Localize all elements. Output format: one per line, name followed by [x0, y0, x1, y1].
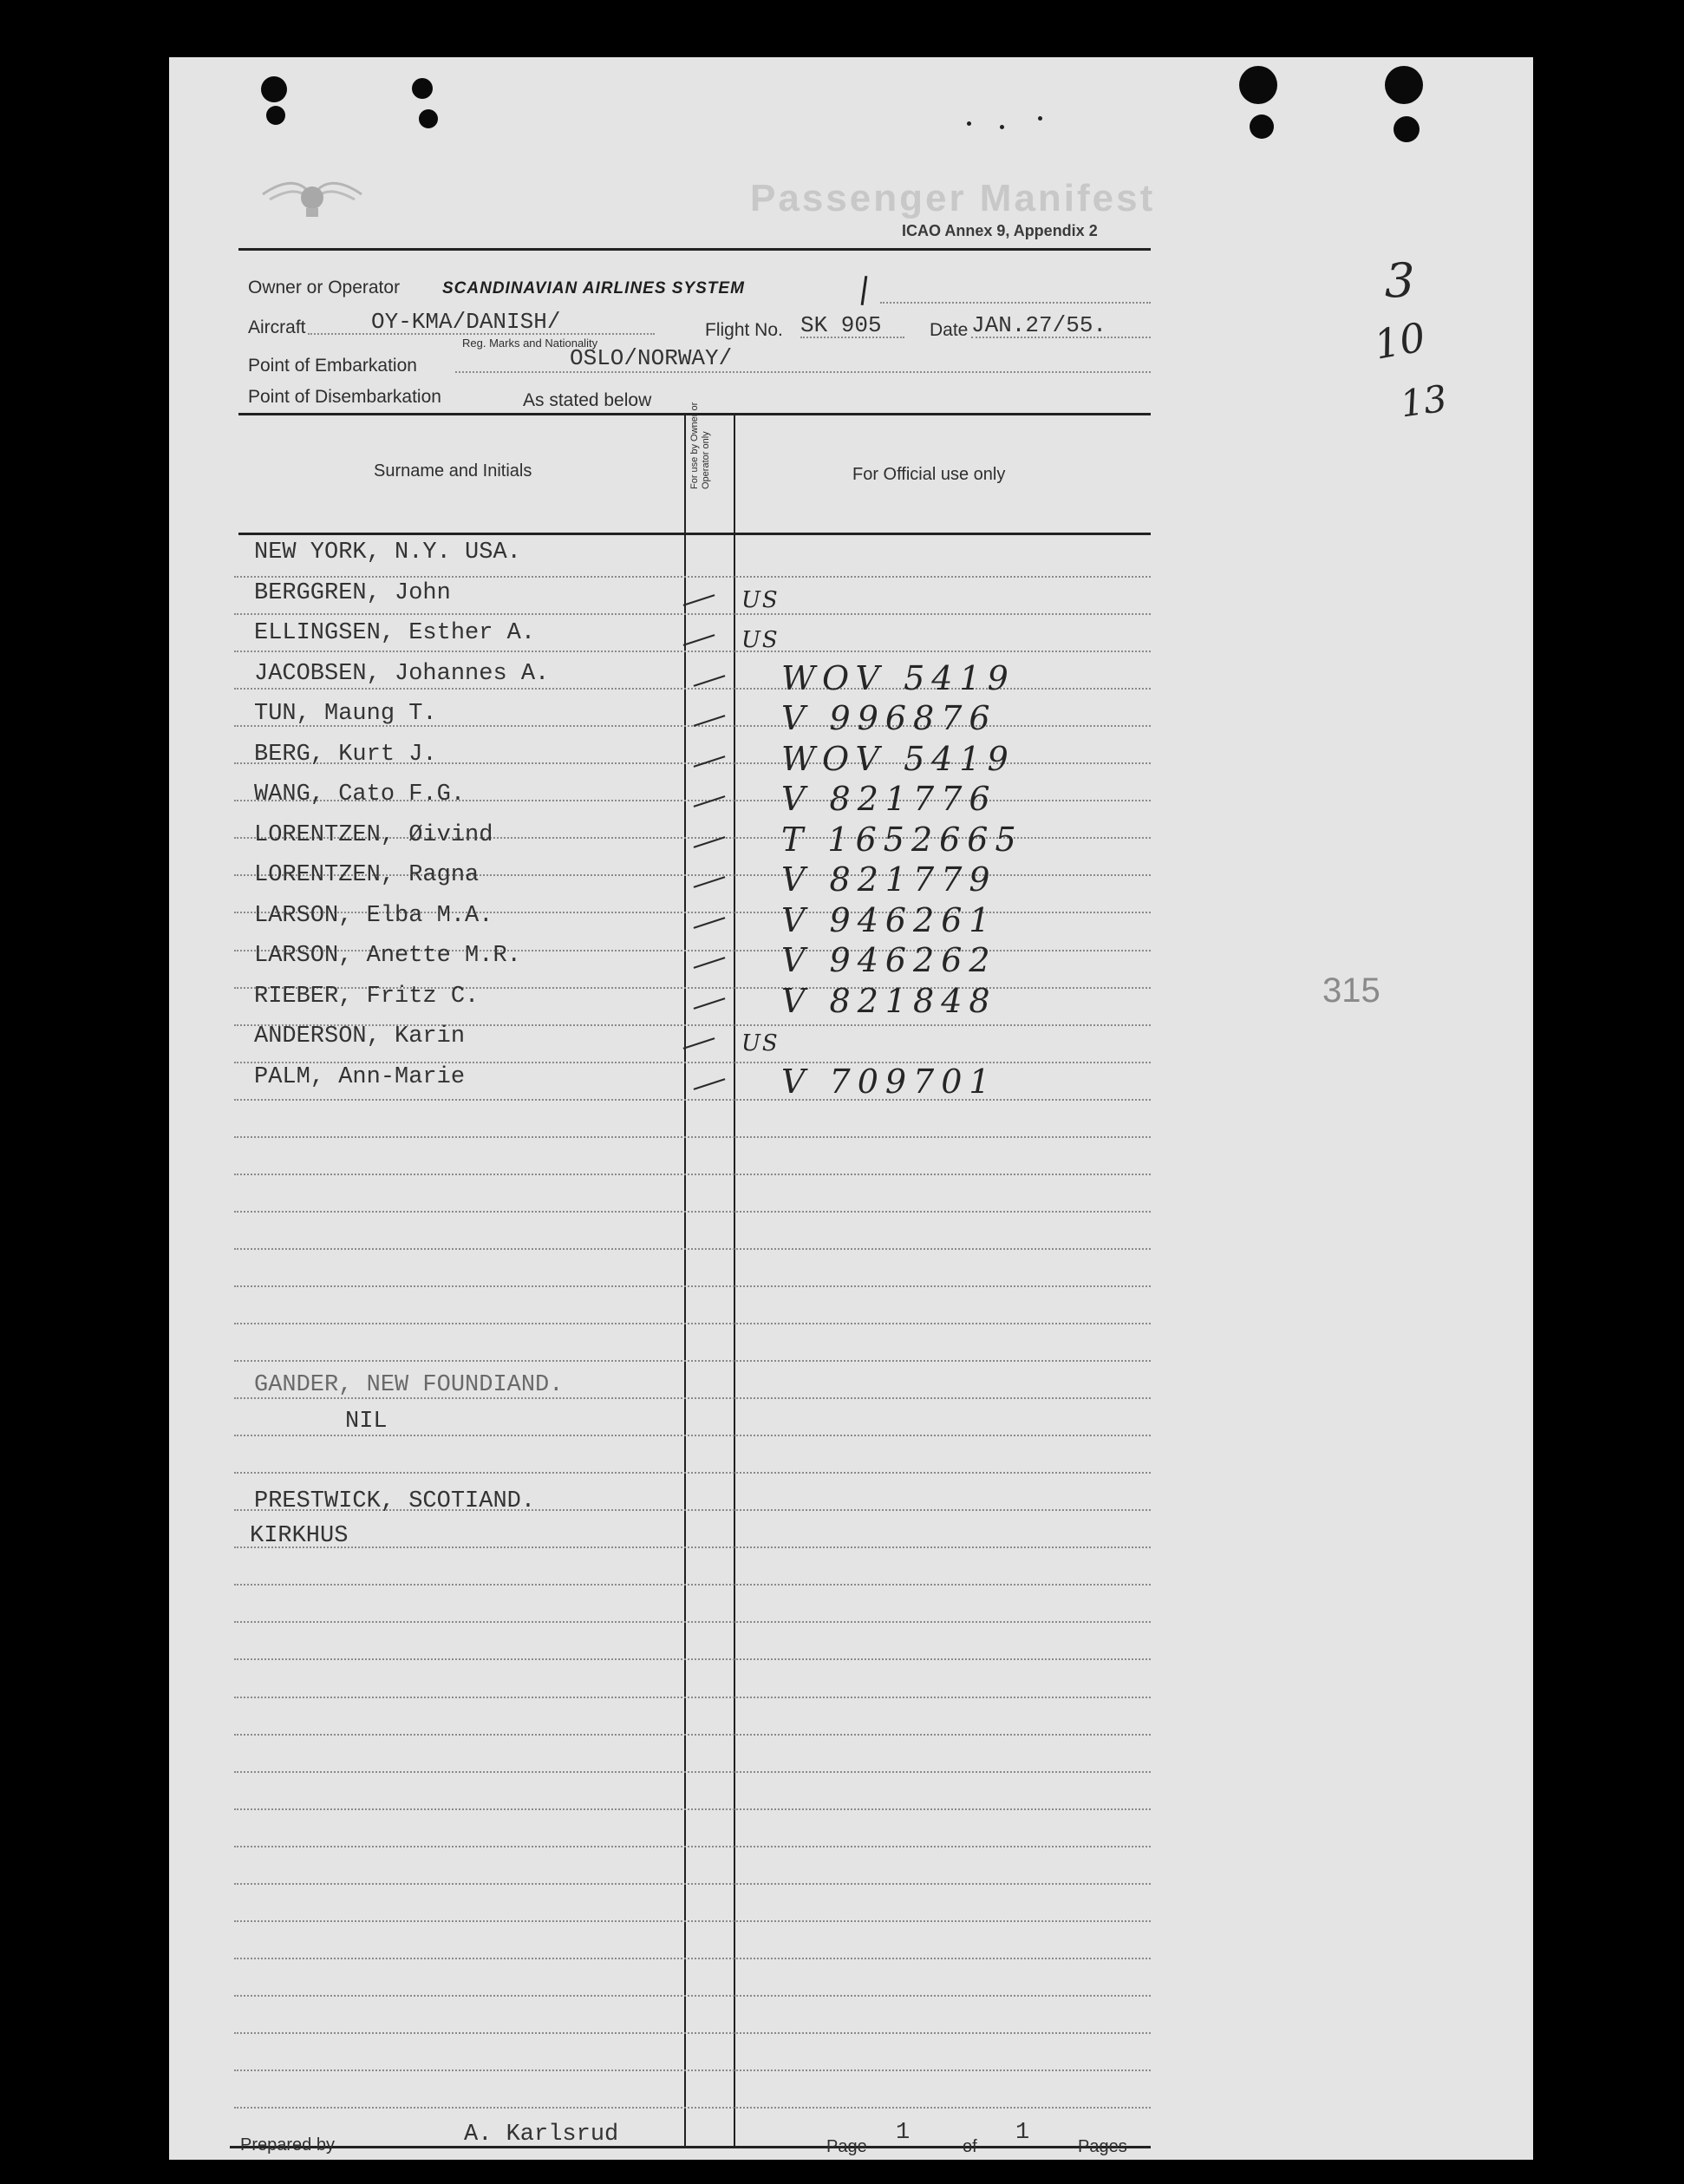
embarkation-value: OSLO/NORWAY/ — [570, 345, 733, 371]
passenger-name: PALM, Ann-Marie — [254, 1063, 466, 1090]
owner-mark — [861, 276, 868, 305]
check-mark — [683, 1037, 715, 1049]
column-divider-right — [734, 415, 735, 2148]
aircraft-line — [308, 333, 655, 335]
page-value: 1 — [896, 2120, 911, 2146]
passenger-name: ANDERSON, Karin — [254, 1023, 466, 1049]
stop-note: KIRKHUS — [250, 1523, 349, 1549]
embarkation-line — [455, 371, 1151, 373]
official-column-header: For Official use only — [852, 465, 1006, 484]
date-value: JAN.27/55. — [971, 312, 1107, 338]
row-line — [234, 2070, 1151, 2071]
passenger-name: ELLINGSEN, Esther A. — [254, 620, 536, 646]
row-line — [234, 1958, 1151, 1959]
passenger-name: LORENTZEN, Øivind — [254, 821, 493, 848]
stop-place: PRESTWICK, SCOTIAND. — [254, 1488, 536, 1514]
row-line — [234, 1062, 1151, 1063]
passenger-name: TUN, Maung T. — [254, 701, 437, 727]
official-entry: V 946261 — [781, 900, 997, 939]
embarkation-label: Point of Embarkation — [248, 356, 417, 376]
row-line — [234, 1734, 1151, 1736]
row-line — [234, 1621, 1151, 1623]
check-mark — [694, 1078, 726, 1090]
official-entry: WOV 5419 — [781, 739, 1015, 778]
punch-hole — [1239, 66, 1277, 104]
row-line — [234, 1248, 1151, 1250]
page-label: Page — [826, 2137, 867, 2156]
passenger-name: RIEBER, Fritz C. — [254, 983, 480, 1010]
row-line — [234, 1285, 1151, 1287]
passenger-name: LARSON, Anette M.R. — [254, 943, 521, 969]
row-line — [234, 576, 1151, 578]
row-line — [234, 1883, 1151, 1885]
date-label: Date — [930, 320, 969, 340]
owner-use-column-header: For use by Owner or Operator only — [689, 402, 711, 489]
check-mark — [694, 997, 726, 1010]
official-entry: V 821776 — [781, 780, 997, 818]
aircraft-label: Aircraft — [248, 317, 306, 337]
owner-value: SCANDINAVIAN AIRLINES SYSTEM — [442, 279, 745, 298]
surname-column-header: Surname and Initials — [374, 461, 532, 481]
check-mark — [683, 594, 715, 606]
disembarkation-value: As stated below — [523, 390, 652, 410]
passenger-name: LORENTZEN, Ragna — [254, 862, 480, 888]
row-line — [234, 1920, 1151, 1922]
stamp-number: 315 — [1322, 971, 1380, 1010]
owner-label: Owner or Operator — [248, 278, 401, 298]
row-line — [234, 1136, 1151, 1138]
flight-value: SK 905 — [800, 312, 882, 338]
row-line — [234, 1846, 1151, 1847]
row-line — [234, 651, 1151, 652]
official-entry: T 1652665 — [781, 820, 1023, 859]
check-mark — [694, 876, 726, 888]
row-line — [234, 1771, 1151, 1773]
official-entry: WOV 5419 — [781, 658, 1015, 697]
prepared-value: A. Karlsrud — [464, 2122, 619, 2148]
check-mark — [683, 634, 715, 646]
official-entry: US — [741, 586, 780, 613]
speck — [1000, 125, 1004, 129]
flight-line — [800, 337, 904, 338]
stop-note: NIL — [345, 1409, 388, 1435]
punch-hole — [1250, 114, 1274, 139]
punch-hole — [1385, 66, 1423, 104]
row-line — [234, 2032, 1151, 2034]
official-entry: US — [741, 1030, 780, 1056]
row-line — [234, 1808, 1151, 1810]
aircraft-value: OY-KMA/DANISH/ — [371, 309, 561, 335]
check-mark — [694, 675, 726, 687]
punch-hole — [266, 106, 285, 125]
passenger-name: LARSON, Elba M.A. — [254, 902, 493, 929]
row-line — [234, 1435, 1151, 1436]
row-line — [234, 1472, 1151, 1474]
passenger-name: BERG, Kurt J. — [254, 741, 437, 768]
row-line — [234, 1174, 1151, 1175]
row-line — [234, 1546, 1151, 1548]
row-line — [234, 1658, 1151, 1660]
passenger-name: JACOBSEN, Johannes A. — [254, 660, 550, 687]
passenger-name: NEW YORK, N.Y. USA. — [254, 539, 521, 566]
of-label: of — [963, 2137, 977, 2156]
punch-hole — [1394, 116, 1420, 142]
airline-wings-logo — [256, 163, 369, 220]
row-line — [234, 1584, 1151, 1586]
speck — [967, 121, 971, 126]
margin-note: 13 — [1397, 376, 1450, 426]
date-line — [971, 337, 1151, 338]
stop-place: GANDER, NEW FOUNDIAND. — [254, 1372, 564, 1398]
check-mark — [694, 957, 726, 969]
check-mark — [694, 917, 726, 929]
row-line — [234, 1099, 1151, 1101]
form-title: Passenger Manifest — [750, 177, 1156, 219]
official-entry: V 821779 — [781, 860, 997, 899]
row-line — [234, 1697, 1151, 1698]
form-reference: ICAO Annex 9, Appendix 2 — [902, 222, 1098, 239]
official-entry: V 946262 — [781, 941, 997, 979]
official-entry: V 821848 — [781, 981, 997, 1020]
row-line — [234, 1360, 1151, 1362]
column-divider-left — [684, 415, 686, 2148]
official-entry: V 996876 — [781, 699, 997, 737]
speck — [1038, 116, 1042, 121]
punch-hole — [412, 78, 433, 99]
flight-label: Flight No. — [705, 320, 783, 340]
column-header-rule — [238, 533, 1151, 535]
margin-note: 10 — [1370, 313, 1429, 369]
manifest-sheet — [169, 57, 1533, 2160]
disembarkation-label: Point of Disembarkation — [248, 387, 441, 407]
punch-hole — [261, 76, 287, 102]
passenger-name: WANG, Cato F.G. — [254, 781, 466, 808]
row-line — [234, 1995, 1151, 1997]
margin-note: 3 — [1385, 253, 1415, 308]
row-line — [234, 2107, 1151, 2109]
official-entry: US — [741, 627, 780, 653]
row-line — [234, 1211, 1151, 1213]
passenger-name: BERGGREN, John — [254, 579, 451, 606]
pages-label: Pages — [1078, 2137, 1127, 2156]
footer-rule — [230, 2146, 1151, 2148]
punch-hole — [419, 109, 438, 128]
owner-line — [880, 302, 1151, 304]
pages-value: 1 — [1015, 2120, 1030, 2146]
row-line — [234, 613, 1151, 615]
check-mark — [694, 755, 726, 768]
official-entry: V 709701 — [781, 1062, 997, 1101]
row-line — [234, 1323, 1151, 1324]
title-rule — [238, 248, 1151, 251]
aircraft-sublabel: Reg. Marks and Nationality — [462, 337, 598, 350]
prepared-label: Prepared by — [240, 2135, 335, 2155]
